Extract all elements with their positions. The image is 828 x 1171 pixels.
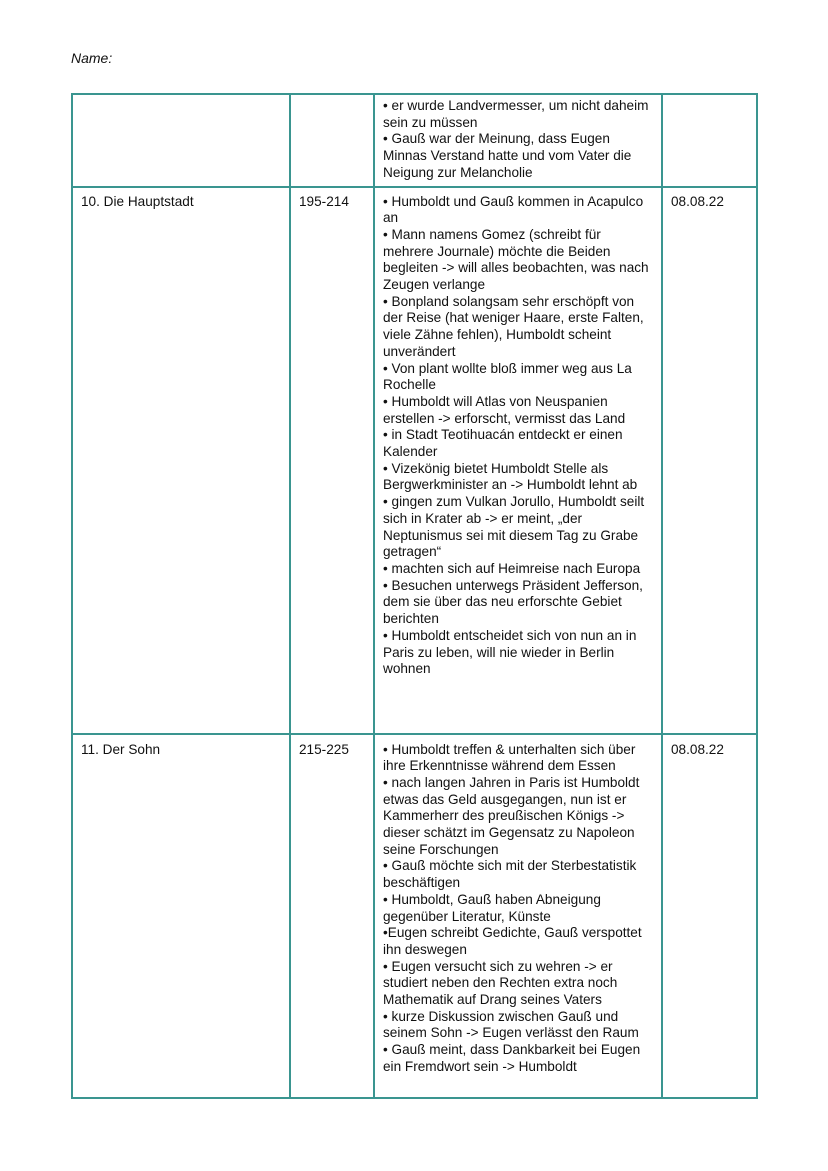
reading-log-table — [71, 93, 758, 1099]
chapter-cell: 10. Die Hauptstadt — [72, 187, 290, 734]
note-item: • gingen zum Vulkan Jorullo, Humboldt seilt sich in Krater ab -> er meint, „der Neptunismus sei mit diesem Tag zu Grabe getragen“ — [383, 494, 645, 560]
pages-cell: 195-214 — [290, 187, 374, 734]
note-item: • Humboldt, Gauß haben Abneigung gegenüber Literatur, Künste — [383, 891, 601, 924]
note-item: • machten sich auf Heimreise nach Europa — [383, 560, 641, 576]
notes-cell — [374, 187, 662, 734]
notes-cell — [374, 734, 662, 1098]
note-item: • in Stadt Teotihuacán entdeckt er einen Kalender — [383, 427, 623, 460]
table-row — [72, 94, 757, 187]
note-item: • Von plant wollte bloß immer weg aus La Rochelle — [383, 360, 632, 393]
pages-cell: 215-225 — [290, 734, 374, 1098]
note-item: • kurze Diskussion zwischen Gauß und seinem Sohn -> Eugen verlässt den Raum — [383, 1008, 639, 1041]
table-row — [72, 187, 757, 734]
note-item: • Gauß meint, dass Dankbarkeit bei Eugen ein Fremdwort sein -> Humboldt — [383, 1042, 641, 1074]
note-item: • nach langen Jahren in Paris ist Humboldt etwas das Geld ausgegangen, nun ist er Kammerherr des preußischen Königs -> dieser schätzt im Gegensatz zu Napoleon seine Forschungen — [383, 774, 640, 857]
note-item: • Besuchen unterwegs Präsident Jefferson, dem sie über das neu erforschte Gebiet berichten — [383, 577, 643, 627]
date-cell — [662, 94, 757, 187]
note-item: • Gauß möchte sich mit der Sterbestatistik beschäftigen — [383, 858, 637, 891]
note-item: •Eugen schreibt Gedichte, Gauß verspottet ihn deswegen — [383, 925, 642, 957]
date-cell: 08.08.22 — [662, 187, 757, 734]
note-item: • Gauß war der Meinung, dass Eugen Minnas Verstand hatte und vom Vater die Neigung zur Melancholie — [383, 131, 632, 180]
note-item: • Humboldt will Atlas von Neuspanien erstellen -> erforscht, vermisst das Land — [383, 393, 626, 426]
note-item: • Mann namens Gomez (schreibt für mehrere Journale) möchte die Beiden begleiten -> will alles beobachten, was nach Zeugen verlange — [383, 226, 649, 293]
note-item: • Eugen versucht sich zu wehren -> er studiert neben den Rechten extra noch Mathematik auf Drang seines Vaters — [383, 958, 618, 1008]
note-item: • er wurde Landvermesser, um nicht daheim sein zu müssen — [383, 98, 649, 130]
notes-cell — [374, 94, 662, 187]
pages-cell — [290, 94, 374, 187]
name-label: Name: — [71, 50, 113, 66]
note-item: • Vizekönig bietet Humboldt Stelle als Bergwerkminister an -> Humboldt lehnt ab — [383, 460, 638, 493]
note-item: • Humboldt entscheidet sich von nun an in Paris zu leben, will nie wieder in Berlin wohnen — [383, 627, 637, 677]
note-item: • Humboldt treffen & unterhalten sich über ihre Erkenntnisse während dem Essen — [383, 741, 636, 774]
chapter-cell — [72, 94, 290, 187]
note-item: • Bonpland solangsam sehr erschöpft von der Reise (hat weniger Haare, erste Falten, viele Zähne fehlen), Humboldt scheint unverändert — [383, 293, 644, 359]
note-item: • Humboldt und Gauß kommen in Acapulco an — [383, 193, 644, 226]
chapter-cell: 11. Der Sohn — [72, 734, 290, 1098]
table-row — [72, 734, 757, 1098]
date-cell: 08.08.22 — [662, 734, 757, 1098]
